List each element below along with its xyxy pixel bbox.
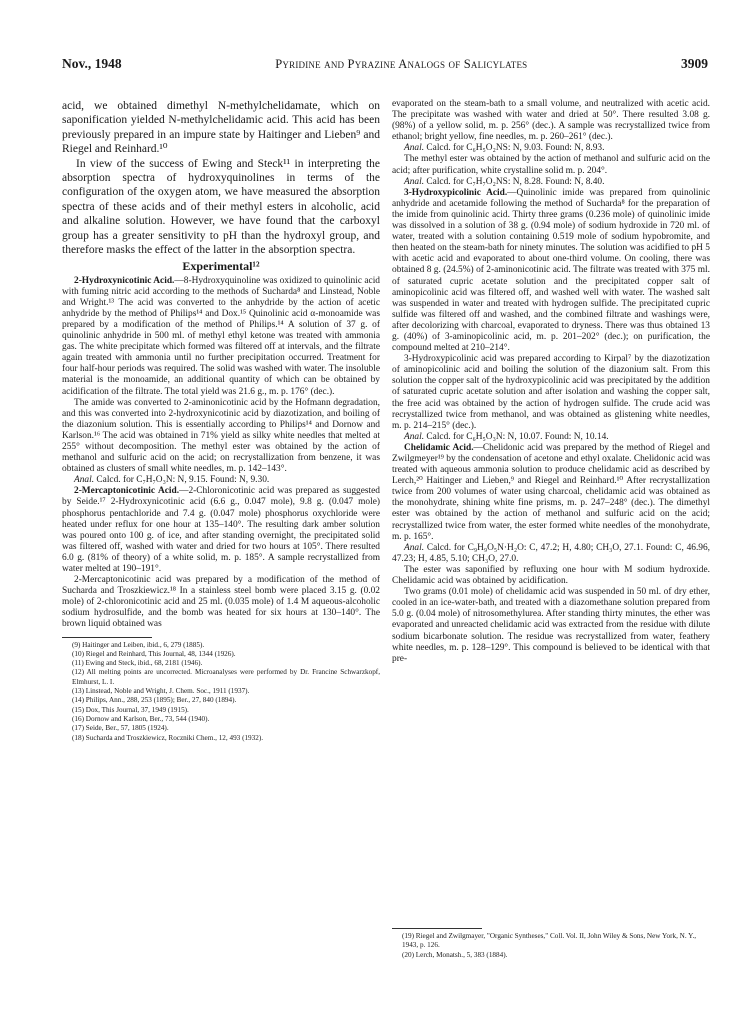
footnote: (10) Riegel and Reinhard, This Journal, 48, 1344 (1926). <box>72 649 236 658</box>
footnote: (13) Linstead, Noble and Wright, J. Chem. Soc., 1911 (1937). <box>72 687 250 696</box>
footnote: (14) Philips, Ann., 288, 253 (1895); Ber., 27, 840 (1894). <box>72 696 237 705</box>
left-footnotes <box>62 641 380 743</box>
intro-paragraph-2: In view of the success of Ewing and Steck¹¹ in interpreting the absorption spectra of hydroxyquinolines in terms of the configuration of the oxygen atom, we have measured the absorption spectra of these acids and of their methyl esters in alcoholic, acid and alkaline solution. However, we have found that the carboxyl group has a greater sensitivity to pH than the hydroxyl group, and therefore masks the effect of the latter in the absorption spectra. <box>62 157 380 257</box>
hydroxypicolinic-body: —Quinolinic imide was prepared from quinolinic anhydride and acetamide following the method of Sucharda⁸ for the preparation of the imide from quinolinic acid. Thirty three grams (0.236 mole) of quinolinic imide was dissolved in a solution of 38 g. (0.94 mole) of sodium hydroxide in 720 ml. of water, treated with a solution containing 0.519 mole of sodium hypobromite, and then heated on the steam-bath for ninety minutes. The solution was acidified to pH 5 with acetic acid and evaporated to about one-third volume. On cooling, there was obtained 8 g. (24.5%) of 2-aminonicotinic acid. The filtrate was treated with 375 ml. of saturated cupric acetate solution and the precipitated copper salt of aminopicolinic acid was filtered off, and washed well with water. The washed salt was suspended in water and treated with hydrogen sulfide. The precipitated cupric sulfide was filtered off and washed, and the combined filtrate and washings were, after decolorizing with charcoal, evaporated to dryness. There was thus obtained 13 g. (40%) of 3-aminopicolinic acid, m. p. 201–202° (dec.); on purification, the compound melted at 210–214°. <box>392 187 710 354</box>
analysis-values: Calcd. for C₉H₉O₅N·H₂O: C, 47.2; H, 4.80; CH₃O, 27.1. Found: C, 46.96, 47.23; H, 4.85, 5.10; CH₃O, 27.0. <box>392 542 711 564</box>
mercaptonicotinic-paragraph-2: 2-Mercaptonicotinic acid was prepared by a modification of the method of Sucharda and Troszkiewicz.¹⁸ In a stainless steel bomb were placed 3.15 g. (0.02 mole) of 2-chloronicotinic acid and 25 ml. (0.035 mole) of 1.4 M aqueous-alcoholic sodium hydrosulfide, and the bomb was heated for six hours at 130–140°. The brown liquid obtained was <box>62 575 380 630</box>
methyl-ester-paragraph: The methyl ester was obtained by the action of methanol and sulfuric acid on the acid; after purification, white crystalline solid m. p. 204°. <box>392 154 710 176</box>
analysis-label: Anal. <box>404 143 425 154</box>
analysis-1 <box>62 475 380 486</box>
analysis-label: Anal. <box>404 431 425 442</box>
footnote: (19) Riegel and Zwilgmayer, "Organic Syntheses," Coll. Vol. II, John Wiley & Sons, New York, N. Y., 1943, p. 126. <box>402 932 697 950</box>
left-column <box>62 99 380 743</box>
chelidamic-paragraph <box>392 443 710 543</box>
continued-paragraph: evaporated on the steam-bath to a small volume, and neutralized with acetic acid. The precipitate was washed with water and dried at 50°. There resulted 3.08 g. (98%) of a yellow solid, m. p. 256° (dec.). A sample was recrystallized twice from ethanol; bright yellow, fine needles, m. p. 260–261° (dec.). <box>392 99 710 143</box>
hydroxynicotinic-paragraph <box>62 276 380 398</box>
diazomethane-paragraph: Two grams (0.01 mole) of chelidamic acid was suspended in 50 ml. of dry ether, cooled in an ice-water-bath, and treated with a diazomethane solution prepared from 5.0 g. (0.04 mole) of nitrosomethylurea. After standing thirty minutes, the ether was evaporated and unreacted chelidamic acid was extracted from the residue with dilute sodium bicarbonate solution. The residue was recrystallized from water, feathery white needles, m. p. 128–129°. This compound is believed to be identical with that pre- <box>392 587 710 664</box>
analysis-values: Calcd. for C₇H₇O₃N: N, 9.15. Found: N, 9.30. <box>96 475 270 486</box>
footnote: (11) Ewing and Steck, ibid., 68, 2181 (1946). <box>72 659 203 668</box>
hydroxypicolinic-paragraph <box>392 188 710 354</box>
intro-paragraph-1: acid, we obtained dimethyl N-methylchelidamate, which on saponification yielded N-methylchelidamic acid. This acid has been previously prepared in an impure state by Haitinger and Lieben⁹ and Riegel and Reinhard.¹⁰ <box>62 100 380 156</box>
right-footnotes <box>392 928 710 960</box>
analysis-values: Calcd. for C₇H₇O₂NS: N, 8.28. Found: N, 8.40. <box>426 176 605 187</box>
footnote: (12) All melting points are uncorrected. Microanalyses were performed by Dr. Francine Schwarzkopf, Elmhurst, L. I. <box>72 668 380 686</box>
hydroxynicotinic-body: —8-Hydroxyquinoline was oxidized to quinolinic acid with fuming nitric acid according to the methods of Sucharda⁸ and Linstead, Noble and Wright.¹³ The acid was converted to the anhydride by the action of acetic anhydride by the method of Philips¹⁴ and Dox.¹⁵ Quinolinic acid α-monoamide was prepared by a modification of the method of Philips.¹⁴ A solution of 37 g. of quinolinic anhydride in 500 ml. of methyl ethyl ketone was treated with ammonia gas. The white precipitate which formed was filtered off at intervals, and the filtrate again treated with ammonia until no further precipitation occurred. Treatment for four half-hour periods was required. The solid was washed with water. The insoluble material is the monoamide, an additional quantity of which can be obtained by acidification of the filtrate. The total yield was 21.6 g., m. p. 176° (dec.). <box>62 275 380 397</box>
footnote: (16) Dornow and Karlson, Ber., 73, 544 (1940). <box>72 714 210 723</box>
footnote: (15) Dox, This Journal, 37, 1949 (1915). <box>72 705 189 714</box>
right-column <box>392 99 710 665</box>
mercaptonicotinic-body: —2-Chloronicotinic acid was prepared as suggested by Seide.¹⁷ 2-Hydroxynicotinic acid (6.6 g., 0.047 mole), 9.8 g. (0.047 mole) phosphorus pentachloride and 7.4 g. (0.047 mole) phosphorus oxychloride were heated under reflux for one hour at 135–140°. The resulting dark amber solution was poured onto 100 g. of ice, and after standing overnight, the precipitated solid was filtered off, washed with water and dried for two hours at 105°. There resulted 6.0 g. (81% of theory) of a white solid, m. p. 185°. A sample recrystallized from water melted at 190–191°. <box>62 486 380 574</box>
footnote: (18) Sucharda and Troszkiewicz, Roczniki Chem., 12, 493 (1932). <box>72 733 264 742</box>
analysis-values: Calcd. for C₆H₅O₃N: N, 10.07. Found: N, 10.14. <box>426 431 609 442</box>
hydroxynicotinic-title: 2-Hydroxynicotinic Acid. <box>74 275 175 286</box>
hydroxypicolinic-title: 3-Hydroxypicolinic Acid. <box>404 187 508 198</box>
section-heading-experimental: Experimental¹² <box>182 259 260 274</box>
footnote: (20) Lerch, Monatsh., 5, 383 (1884). <box>402 950 508 959</box>
saponification-paragraph: The ester was saponified by refluxing one hour with M sodium hydroxide. Chelidamic acid was obtained by acidification. <box>392 564 710 587</box>
analysis-5 <box>392 543 710 565</box>
hydroxynicotinic-paragraph-2: The amide was converted to 2-aminonicotinic acid by the Hofmann degradation, and this was converted into 2-hydroxynicotinic acid by diazotization, and boiling of the diazonium solution. This is essentially according to Philips¹⁴ and Dornow and Karlson.¹⁶ The acid was obtained in 71% yield as silky white needles that melted at 255° without decomposition. The methyl ester was obtained by the action of methanol and sulfuric acid on the acid; on recrystallization from benzene, it was obtained as clusters of small white needles, m. p. 142–143°. <box>62 397 380 475</box>
running-title: Pyridine and Pyrazine Analogs of Salicylates <box>275 57 528 71</box>
issue-date: Nov., 1948 <box>62 56 122 71</box>
footnote-rule <box>62 637 152 638</box>
mercaptonicotinic-paragraph <box>62 486 380 575</box>
footnote: (9) Haitinger and Leiben, ibid., 6, 279 (1885). <box>72 640 205 649</box>
running-header <box>62 56 708 76</box>
analysis-label: Anal. <box>74 475 95 486</box>
analysis-3 <box>392 177 710 188</box>
chelidamic-body: —Chelidonic acid was prepared by the method of Riegel and Zwilgmeyer¹⁹ by the condensation of acetone and ethyl oxalate. Chelidonic acid was treated with aqueous ammonia solution to produce chelidamic acid as described by Lerch,²⁰ Haitinger and Lieben,⁹ and Riegel and Reinhard.¹⁰ After recrystallization twice from 200 volumes of water using charcoal, chelidamic acid was obtained as the monohydrate, shining white fine prisms, m. p. 247–248° (dec.). The dimethyl ester was obtained by the action of methanol and sulfuric acid on the acid; recrystallized twice from water, the ester formed white needles of the monohydrate, m. p. 165°. <box>392 442 710 542</box>
analysis-label: Anal. <box>404 176 425 187</box>
hydroxypicolinic-paragraph-2: 3-Hydroxypicolinic acid was prepared according to Kirpal⁷ by the diazotization of aminopicolinic acid and boiling the solution of the diazonium salt. From this solution the copper salt of the hydroxypicolinic acid was precipitated by the addition of saturated cupric acetate solution and after isolation and washing the copper salt, the free acid was obtained by the action of hydrogen sulfide. The crude acid was recrystallized twice from methanol, and was obtained as glistening white needles, m. p. 214–215° (dec.). <box>392 354 710 431</box>
footnote: (17) Seide, Ber., 57, 1805 (1924). <box>72 724 169 733</box>
chelidamic-title: Chelidamic Acid. <box>404 442 474 453</box>
page-number: 3909 <box>681 56 708 71</box>
footnote-rule <box>392 928 482 929</box>
analysis-label: Anal. <box>404 542 425 553</box>
mercaptonicotinic-title: 2-Mercaptonicotinic Acid. <box>74 486 180 497</box>
analysis-2 <box>392 143 710 154</box>
analysis-4 <box>392 432 710 443</box>
analysis-values: Calcd. for C₆H₅O₂NS: N, 9.03. Found: N, 8.93. <box>426 143 605 154</box>
